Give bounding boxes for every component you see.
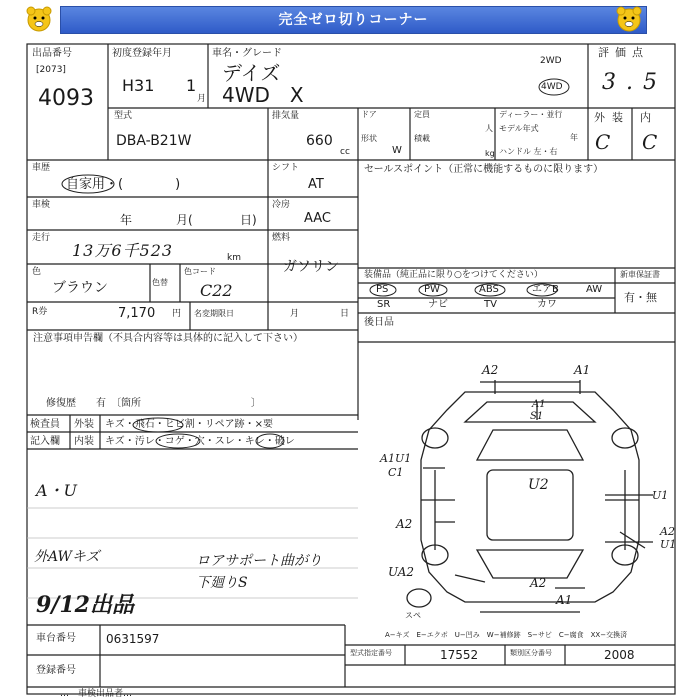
capacity-load-label: 積載: [414, 134, 430, 143]
mileage-unit: km: [227, 253, 241, 263]
recycle-label: R券: [32, 307, 48, 317]
diagram-label-a1-rear: A1: [556, 593, 573, 607]
history-label: 車歴: [32, 163, 51, 173]
score-int-value: C: [642, 130, 658, 154]
recycle-value: 7,170: [118, 306, 156, 321]
color-tone-label: 色替: [152, 278, 168, 287]
type-spec-value: 17552: [440, 648, 479, 662]
marks-int-text: キズ・汚レ・コゲ・穴・スレ・キレ・破レ: [105, 436, 295, 447]
score-ext-value: C: [595, 130, 611, 154]
lot-number: 4093: [38, 86, 94, 111]
recycle-unit: 円: [172, 309, 182, 319]
color-label: 色: [32, 267, 42, 277]
plate-label: 登録番号: [36, 665, 76, 676]
lot-sub: [2073]: [36, 65, 66, 75]
equip-abs: ABS: [479, 284, 499, 295]
capacity-load-unit: kg: [485, 149, 495, 158]
equip-sr: SR: [377, 299, 391, 310]
sales-point-label: セールスポイント（正常に機能するものに限ります）: [364, 164, 604, 175]
legend-text: A−キズ E−エクボ U−凹み W−補修跡 S−サビ C−腐食 XX−交換済: [385, 631, 628, 639]
header: [0, 0, 700, 38]
color-code: C22: [200, 281, 233, 300]
fuel-label: 燃料: [272, 233, 291, 243]
mileage-value: 13万6千523: [72, 241, 174, 260]
marks-label1: 検査員: [30, 419, 60, 430]
registration-month: 1: [186, 76, 197, 95]
score-value: 3.5: [602, 70, 667, 95]
diagram-label-a1-front: A1: [574, 363, 591, 377]
capacity-person: 人: [485, 124, 493, 133]
marks-int: 内装: [74, 436, 94, 447]
door-shape-label: 形状: [361, 134, 377, 143]
dealer-year: 年: [570, 133, 578, 142]
door-shape-value: W: [392, 145, 402, 156]
diagram-label-a2-front: A2: [482, 363, 499, 377]
diagram-label-a1u1-left: A1U1: [380, 452, 412, 465]
diagram-label-s1-hood: S1: [530, 411, 544, 422]
score-ext-label: 外: [594, 111, 605, 124]
dealer-label: ディーラー・並行: [499, 110, 563, 119]
header-title: 完全ゼロ切りコーナー: [278, 12, 429, 28]
history-value: 自家用・( ): [66, 177, 181, 192]
new-warranty-value: 有・無: [624, 291, 657, 304]
registration-month-unit: 月: [197, 94, 207, 104]
bear-mascot-icon: [614, 4, 644, 34]
displacement-label: 排気量: [272, 111, 300, 121]
diagram-label-a2-right: A2: [660, 525, 675, 538]
diagram-label-a1-hood: A1: [532, 399, 546, 410]
equip-navi: ナビ: [428, 299, 448, 310]
inspection-label: 車検: [32, 200, 51, 210]
footer-text: … 車検出品者…: [60, 689, 133, 699]
marks-label2: 記入欄: [30, 436, 60, 447]
type-spec-label: 型式指定番号: [350, 649, 392, 657]
rear-label: 後日品: [364, 317, 394, 328]
score-int2-label: 内: [640, 111, 651, 124]
capacity-label: 定員: [414, 110, 430, 119]
color-code-label: 色コード: [184, 267, 216, 276]
inspection-day: 日): [240, 213, 257, 227]
ac-label: 冷房: [272, 200, 291, 210]
handwritten-note3: 下廻りS: [196, 575, 248, 591]
diagram-label-c1-left: C1: [388, 466, 404, 479]
equip-aw: AW: [586, 284, 603, 295]
car-name: デイズ: [222, 61, 281, 85]
car-grade: 4WD X: [222, 83, 304, 107]
ac-value: AAC: [304, 211, 331, 226]
inspection-month: 月(: [176, 213, 193, 227]
score-int-label: 装: [612, 111, 623, 124]
handwritten-au: A・U: [36, 481, 78, 500]
handwritten-note4: 9/12出品: [36, 592, 134, 618]
drive-4wd: 4WD: [541, 82, 563, 92]
shift-label: シフト: [272, 163, 300, 173]
registration-label: 初度登録年月: [112, 48, 172, 59]
recycle-inspect-label: 名変期限日: [194, 309, 234, 318]
diagram-label-u2-roof: U2: [528, 477, 549, 493]
displacement-unit: cc: [340, 147, 350, 157]
score-label: 評価点: [598, 46, 649, 59]
diagram-label-a2-left: A2: [396, 517, 413, 531]
recycle-day: 日: [340, 309, 350, 319]
recycle-month: 月: [290, 309, 300, 319]
handwritten-note1: 外AWキズ: [34, 549, 100, 565]
diagram-label-u1-right: U1: [652, 489, 669, 502]
header-bar: [60, 6, 647, 34]
handwritten-note2: ロアサポート曲がり: [196, 553, 322, 569]
notice-label: 注意事項申告欄（不具合内容等は具体的に記入して下さい）: [33, 333, 303, 344]
displacement-value: 660: [306, 133, 333, 149]
diagram-label-ua2-left: UA2: [388, 565, 415, 579]
dealer-model-year: モデル年式: [499, 124, 539, 133]
chassis-label: 車台番号: [36, 633, 76, 644]
door-label: ドア: [361, 110, 377, 119]
diagram-label-a2-rear: A2: [530, 576, 547, 590]
equipment-label: 装備品（純正品に限り○をつけてください）: [364, 270, 543, 280]
marks-ext: 外装: [74, 419, 94, 430]
dealer-handle: ハンドル 左・右: [499, 147, 558, 156]
lot-label: 出品番号: [32, 48, 72, 59]
new-warranty-label: 新車保証書: [620, 270, 660, 279]
notice-repair: 修復歴 有 〔箇所 〕: [46, 398, 261, 409]
diagram-label-u1-rear-right: U1: [660, 538, 677, 551]
model-value: DBA-B21W: [116, 133, 192, 149]
fuel-value: ガソリン: [283, 259, 339, 275]
shift-value: AT: [308, 177, 324, 192]
type-spec-class-label: 類別区分番号: [510, 649, 552, 657]
chassis-value: 0631597: [106, 632, 160, 646]
marks-ext-text: キズ・飛石・ヒビ割・リペア跡・×要: [105, 419, 273, 430]
equip-tv: TV: [484, 299, 497, 310]
registration-era: H31: [122, 76, 155, 95]
inspection-year: 年: [120, 213, 133, 227]
equip-ps: PS: [376, 284, 389, 295]
drive-2wd: 2WD: [540, 56, 562, 66]
color-value: ブラウン: [52, 280, 108, 296]
equip-leather: カワ: [537, 299, 557, 310]
diagram-label-spare: スペ: [405, 611, 421, 620]
bear-mascot-icon: [24, 4, 54, 34]
equip-pw: PW: [424, 284, 440, 295]
equip-airbag: エアB: [532, 284, 559, 295]
model-label: 型式: [114, 111, 133, 121]
car-label: 車名・グレード: [212, 48, 282, 59]
mileage-label: 走行: [32, 233, 51, 243]
type-spec-value2: 2008: [604, 648, 635, 662]
